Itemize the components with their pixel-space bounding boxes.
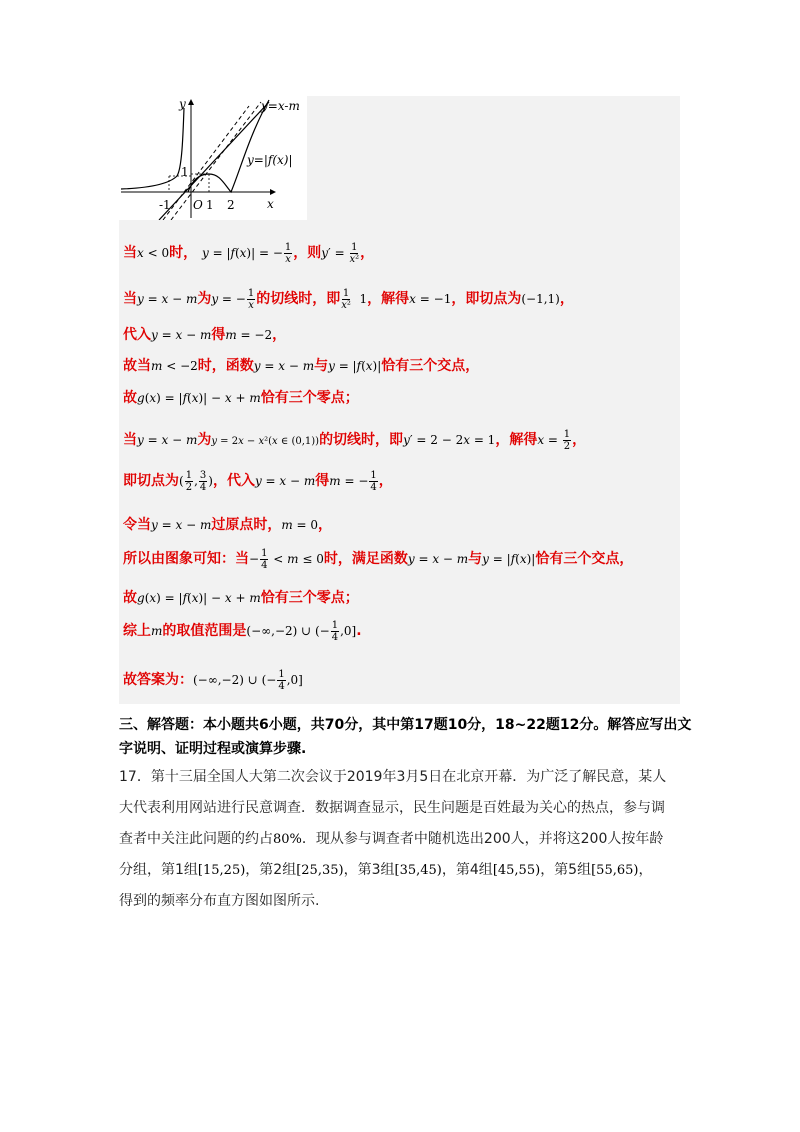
problem-line-4: 分组，第1组[15,25)，第2组[25,35)，第3组[35,45)，第4组[45,55)，第5组[55,65)， <box>119 862 653 878</box>
solution-line-10: 故g(x) = |f(x)| − x + m恰有三个零点； <box>123 590 359 606</box>
tick-origin: O <box>193 198 203 212</box>
tick-2: 2 <box>227 198 235 212</box>
solution-line-11: 综上m的取值范围是(−∞,−2) ∪ (− $\frac{1}{4}$ ,0]. <box>123 620 362 643</box>
solution-line-6: 当y = x − m为y = 2x − x²(x ∈ (0,1))的切线时，即y′ = 2 − 2x = 1，解得x = $\frac{1}{2}$ ， <box>123 429 587 452</box>
curve-left-branch <box>121 108 184 189</box>
solution-line-3: 代入y = x − m得m = −2， <box>123 327 287 343</box>
problem-line-2: 大代表利用网站进行民意调查．数据调查显示，民生问题是百姓最为关心的热点，参与调 <box>119 800 665 816</box>
section-header: 三、解答题：本小题共6小题，共70分，其中第17题10分，18~22题12分。解答应写出文字说明、证明过程或演算步骤. <box>119 717 692 757</box>
problem-line-3: 查者中关注此问题的约占80%．现从参与调查者中随机选出200人，并将这200人按年龄 <box>119 831 664 847</box>
solution-line-12: 故答案为：(−∞,−2) ∪ (− $\frac{1}{4}$ ,0] <box>123 669 303 692</box>
tick-1: 1 <box>206 198 214 212</box>
solution-line-2: 当y = x − m为y = − $\frac{1}{x}$ 的切线时，即 $\frac{1}{\text{x²}}$ 1，解得x = −1，即切点为(−1,1)， <box>123 288 574 311</box>
graph-label-y: y <box>179 97 186 111</box>
solution-line-1: 当x < 0时， y = |f(x)| = − $\frac{1}{x}$ ，则y′ = $\frac{1}{\text{x²}}$ ， <box>123 242 375 265</box>
solution-line-8: 令当y = x − m过原点时，m = 0， <box>123 517 333 533</box>
solution-line-7: 即切点为( $\frac{1}{2}$ , $\frac{3}{4}$ )，代入y = x − m得m = − $\frac{1}{4}$ ， <box>123 470 393 493</box>
problem-line-1: 17．第十三届全国人大第二次会议于2019年3月5日在北京开幕．为广泛了解民意，某人 <box>119 769 667 785</box>
solution-line-4: 故当m < −2时，函数y = x − m与y = |f(x)|恰有三个交点， <box>123 358 480 374</box>
graph-label-line: y=x-m <box>261 99 300 113</box>
graph-label-x: x <box>267 197 274 211</box>
graph-label-curve: y=|f(x)| <box>247 153 293 167</box>
solution-panel <box>119 96 680 704</box>
solution-line-5: 故g(x) = |f(x)| − x + m恰有三个零点； <box>123 390 359 406</box>
function-graph <box>119 96 307 220</box>
solution-line-9: 所以由图象可知：当− $\frac{1}{4}$ < m ≤ 0时，满足函数y = x − m与y = |f(x)|恰有三个交点， <box>123 548 634 571</box>
problem-17 <box>119 762 699 917</box>
tick-y1: 1 <box>181 165 189 179</box>
tick-neg1: -1 <box>159 198 171 212</box>
problem-line-5: 得到的频率分布直方图如图所示. <box>119 893 320 909</box>
